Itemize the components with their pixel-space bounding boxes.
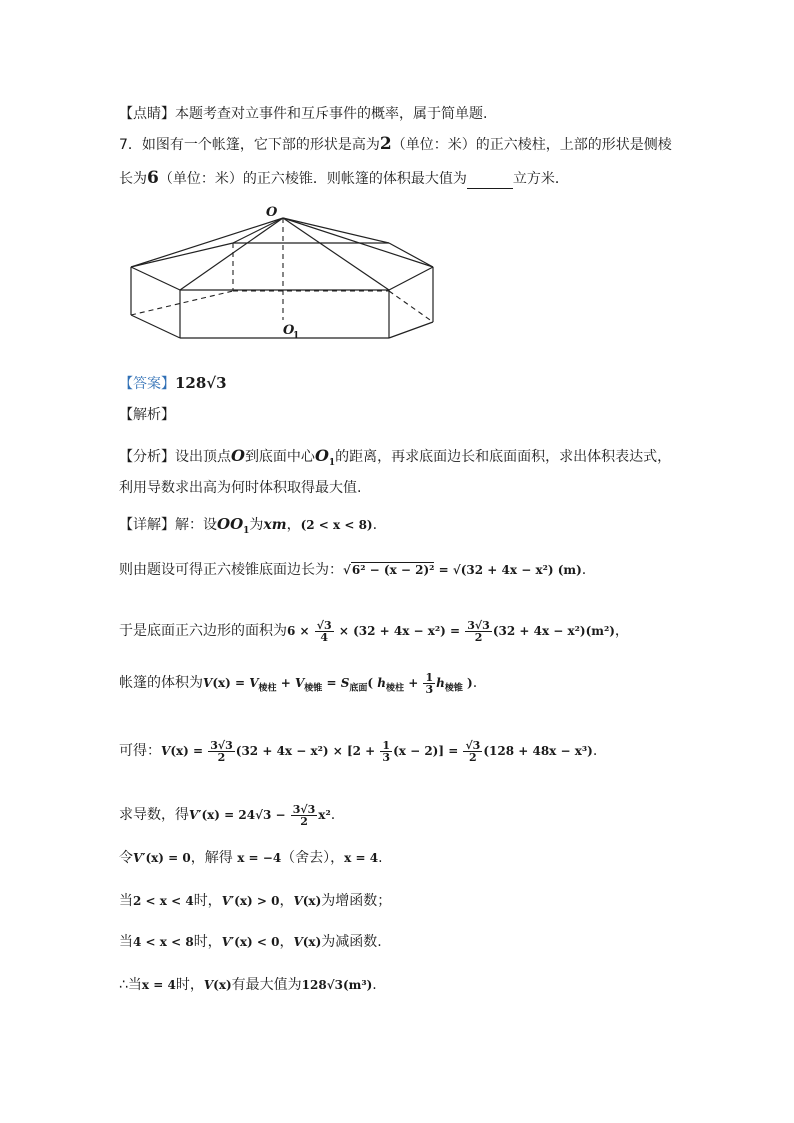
- detail-line-2: 则由题设可得正六棱锥底面边长为：√6² − (x − 2)² = √(32 + 4x − x²) (m).: [119, 562, 587, 578]
- analysis-center-o: O: [314, 446, 329, 465]
- tent-figure: [120, 200, 450, 345]
- detail-text-10a: ∴当: [119, 977, 142, 993]
- detail-oo1-sub: 1: [243, 525, 250, 536]
- vx-decreasing: V(x): [293, 935, 322, 949]
- detail-line-6: 求导数，得V′(x) = 24√3 − $\frac{3√3}{2}$ x².: [119, 803, 336, 828]
- detail-text-8b: 时，: [193, 893, 222, 909]
- detail-xm: xm: [263, 517, 287, 533]
- derivative-negative: V′(x) < 0: [221, 935, 280, 949]
- detail-text-9a: 当: [119, 934, 133, 950]
- detail-text-10c: 有最大值为: [231, 977, 302, 993]
- interval-increasing: 2 < x < 4: [133, 894, 194, 908]
- detail-line-5: 可得：V(x) = $\frac{3√3}{2}$ (32 + 4x − x²) × [2 + $\frac{1}{3}$ (x − 2)] = $\frac{√3}{2}$ (128 + 48x − x³).: [119, 739, 598, 764]
- analysis-center-sub: 1: [328, 457, 336, 468]
- detail-text-7c: （舍去），: [281, 850, 345, 866]
- detail-line-1: 【详解】解：设$OO_1$为xm，(2 < x < 8).: [119, 515, 378, 536]
- max-point: x = 4: [141, 978, 176, 992]
- question-7-line-1: [119, 134, 672, 155]
- detail-line-7: 令V′(x) = 0，解得 x = −4（舍去），x = 4.: [119, 850, 383, 866]
- max-value: 128√3(m³): [301, 978, 373, 992]
- analysis-line-2: 利用导数求出高为何时体积取得最大值.: [119, 480, 362, 496]
- detail-text-10b: 时，: [175, 977, 204, 993]
- analysis-heading: 【解析】: [119, 407, 175, 423]
- volume-expression: V(x) = $\frac{3√3}{2}$ (32 + 4x − x²) × [2 + $\frac{1}{3}$ (x − 2)] = $\frac{√3}{2}$ (128 + 48x − x³): [161, 739, 593, 764]
- detail-line-9: 当4 < x < 8时，V′(x) < 0，V(x)为减函数.: [119, 934, 382, 950]
- detail-line-8: 当2 < x < 4时，V′(x) > 0，V(x)为增函数；: [119, 893, 392, 909]
- q7-text-1b: （单位：米）的正六棱柱，上部的形状是侧棱: [391, 137, 672, 153]
- detail-text-1b: 为: [249, 517, 264, 533]
- vx-max: V(x): [203, 978, 232, 992]
- apex-label: O: [266, 205, 278, 220]
- analysis-line-1: [119, 446, 671, 473]
- root-rejected: x = −4: [237, 851, 282, 865]
- q7-height-value: 2: [379, 134, 392, 154]
- remark-line: 【点睛】本题考查对立事件和互斥事件的概率，属于简单题.: [119, 106, 488, 122]
- analysis-text-1a: 【分析】设出顶点: [119, 449, 231, 465]
- derivative-positive: V′(x) > 0: [221, 894, 280, 908]
- volume-definition: $V(x) = V_{棱柱} + V_{棱锥} = S_{底面}$( $h_{棱柱}$ + $\frac{1}{3}$ $h_{棱锥}$ ): [203, 671, 473, 696]
- detail-text-2a: 则由题设可得正六棱锥底面边长为：: [119, 562, 343, 578]
- question-7-line-2: [119, 168, 569, 189]
- root-accepted: x = 4: [344, 851, 379, 865]
- detail-text-8a: 当: [119, 893, 133, 909]
- center-label: O: [283, 323, 295, 338]
- side-length-result: = √(32 + 4x − x²) (m): [438, 563, 582, 577]
- detail-text-7a: 令: [119, 850, 133, 866]
- q7-text-1a: 7．如图有一个帐篷，它下部的形状是高为: [119, 137, 380, 153]
- detail-text-6a: 求导数，得: [119, 807, 189, 823]
- detail-text-9b: 时，: [193, 934, 222, 950]
- detail-line-4: 帐篷的体积为$V(x) = V_{棱柱} + V_{棱锥} = S_{底面}$( $h_{棱柱}$ + $\frac{1}{3}$ $h_{棱锥}$ ).: [119, 671, 478, 696]
- detail-text-3a: 于是底面正六边形的面积为: [119, 623, 287, 639]
- q7-text-2a: 长为: [119, 171, 147, 187]
- derivative-zero: V′(x) = 0: [133, 851, 191, 865]
- detail-text-8c: 为增函数；: [321, 893, 392, 909]
- interval-decreasing: 4 < x < 8: [133, 935, 194, 949]
- detail-text-1a: 【详解】解：设: [119, 517, 217, 533]
- side-length-formula: √6² − (x − 2)² = √(32 + 4x − x²) (m): [343, 563, 582, 577]
- detail-text-9c: 为减函数.: [321, 934, 382, 950]
- answer-blank: [467, 174, 513, 189]
- area-formula: 6 × $\frac{√3}{4}$ × (32 + 4x − x²) = $\frac{3√3}{2}$ (32 + 4x − x²)(m²): [287, 619, 615, 644]
- detail-range: (2 < x < 8): [300, 518, 373, 532]
- detail-text-4a: 帐篷的体积为: [119, 675, 203, 691]
- derivative-expression: V′(x) = 24√3 − $\frac{3√3}{2}$ x²: [189, 803, 331, 828]
- detail-text-5a: 可得：: [119, 743, 161, 759]
- analysis-text-1b: 到底面中心: [244, 449, 315, 465]
- detail-line-3: 于是底面正六边形的面积为6 × $\frac{√3}{4}$ × (32 + 4x − x²) = $\frac{3√3}{2}$ (32 + 4x − x²)(m²)，: [119, 619, 629, 644]
- center-label-sub: 1: [293, 331, 300, 341]
- analysis-vertex-o: O: [231, 446, 245, 465]
- q7-edge-value: 6: [147, 168, 159, 188]
- answer-line: [119, 373, 227, 394]
- q7-text-2c: 立方米．: [512, 171, 569, 187]
- vx-increasing: V(x): [293, 894, 322, 908]
- analysis-text-1c: 的距离，再求底面边长和底面面积，求出体积表达式，: [335, 449, 672, 465]
- detail-oo1: OO: [217, 515, 244, 533]
- answer-label: 【答案】: [119, 376, 175, 392]
- detail-text-7b: ，解得: [190, 850, 233, 866]
- answer-value: 128√3: [175, 374, 227, 392]
- detail-line-10: ∴当x = 4时，V(x)有最大值为128√3(m³).: [119, 977, 377, 993]
- q7-text-2b: （单位：米）的正六棱锥．则帐篷的体积最大值为: [158, 171, 467, 187]
